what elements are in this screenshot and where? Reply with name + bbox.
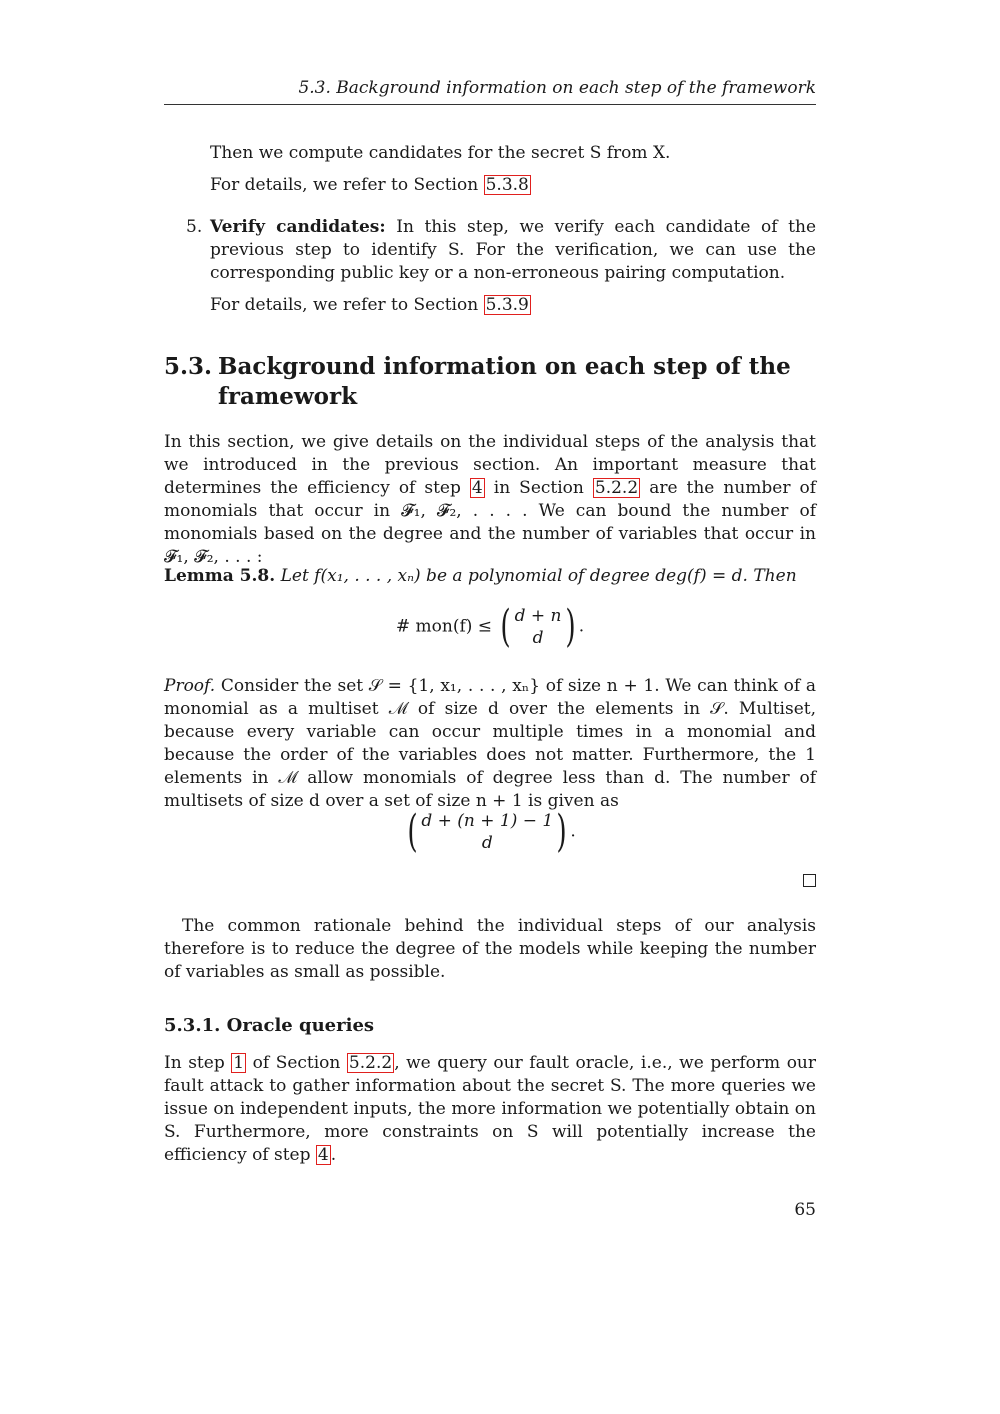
subsection-title: Oracle queries <box>226 1015 375 1036</box>
lemma-statement: Let f(x₁, . . . , xₙ) be a polynomial of degree deg(f) = d. Then <box>280 566 797 586</box>
lemma-label: Lemma 5.8. <box>164 566 276 586</box>
step5-title: Verify candidates: <box>210 217 386 237</box>
section-number: 5.3. <box>164 353 213 380</box>
subsection-heading <box>164 1015 816 1036</box>
section-ref-5-2-2[interactable]: 5.2.2 <box>348 1053 393 1073</box>
lemma <box>164 565 816 588</box>
binomial: ( d + n d ) <box>500 601 576 652</box>
binomial-top: d + (n + 1) − 1 <box>421 811 554 831</box>
section-title-line2: framework <box>218 383 358 410</box>
step-ref-1[interactable]: 1 <box>233 1053 245 1073</box>
binomial-top: d + n <box>514 606 562 626</box>
binomial-bottom: d <box>481 833 493 853</box>
subsection-number: 5.3.1. <box>164 1015 221 1036</box>
lemma-equation: # mon(f) ≤ ( d + n d ) . <box>395 601 585 652</box>
page-number: 65 <box>794 1200 816 1220</box>
step-ref-4[interactable]: 4 <box>471 478 483 498</box>
qed-icon <box>803 874 816 887</box>
step5-details: For details, we refer to Section 5.3.9 <box>210 295 529 315</box>
proof <box>164 675 816 813</box>
step4-details: For details, we refer to Section 5.3.8 <box>210 175 529 195</box>
rationale-paragraph: The common rationale behind the individual steps of our analysis therefore is to reduce the degree of the models while keeping the number of variables as small as possible. <box>164 916 816 982</box>
section-title-line1: Background information on each step of the <box>218 353 791 380</box>
section-heading <box>164 352 816 412</box>
list-number: 5. <box>186 217 203 237</box>
proof-label: Proof. <box>164 676 216 696</box>
step5-text: In this step, we verify each candidate of the previous step to identify S. For the verification, we can use the corresponding public key or a non-erroneous pairing computation. <box>210 217 817 283</box>
step4-text: Then we compute candidates for the secret S from X. <box>210 143 671 163</box>
running-header: 5.3. Background information on each step of the framework <box>164 78 816 105</box>
equation-lhs: # mon(f) ≤ <box>395 616 493 637</box>
section-ref-5-3-9[interactable]: 5.3.9 <box>485 295 529 315</box>
section-ref-5-3-8[interactable]: 5.3.8 <box>485 175 529 195</box>
binomial: ( d + (n + 1) − 1 d ) <box>407 806 567 857</box>
step5-body <box>164 216 816 285</box>
proof-equation: ( d + (n + 1) − 1 d ) . <box>164 810 816 854</box>
step-ref-4[interactable]: 4 <box>317 1145 329 1165</box>
proof-text: Consider the set 𝒮 = {1, x₁, . . . , xₙ} of size n + 1. We can think of a monomial as a multiset ℳ of size d over the elements in 𝒮. Multiset, because every variable can occur multiple times in a monomial and because the order of the variables does not matter. Furthermore, the 1 elements in ℳ allow monomials of degree less than d. The number of multisets of size d over a set of size n + 1 is given as <box>164 676 816 811</box>
binomial-bottom: d <box>532 628 544 648</box>
section-ref-5-2-2[interactable]: 5.2.2 <box>594 478 639 498</box>
oracle-paragraph: In step 1 of Section 5.2.2 , we query our fault oracle, i.e., we perform our fault attack to gather information about the secret S. The more queries we issue on independent inputs, the more information we potentially obtain on S. Furthermore, more constraints on S will potentially increase the efficiency of step 4 . <box>164 1053 817 1165</box>
intro-paragraph: In this section, we give details on the individual steps of the analysis that we introduced in the previous section. An important measure that determines the efficiency of step 4 in Section 5.2.2 are the number of monomials that occur in 𝓕₁, 𝓕₂, . . . . We can bound the number of monomials based on the degree and the number of variables that occur in 𝓕₁, 𝓕₂, . . . : <box>164 432 817 567</box>
list-item-step5 <box>164 216 816 285</box>
